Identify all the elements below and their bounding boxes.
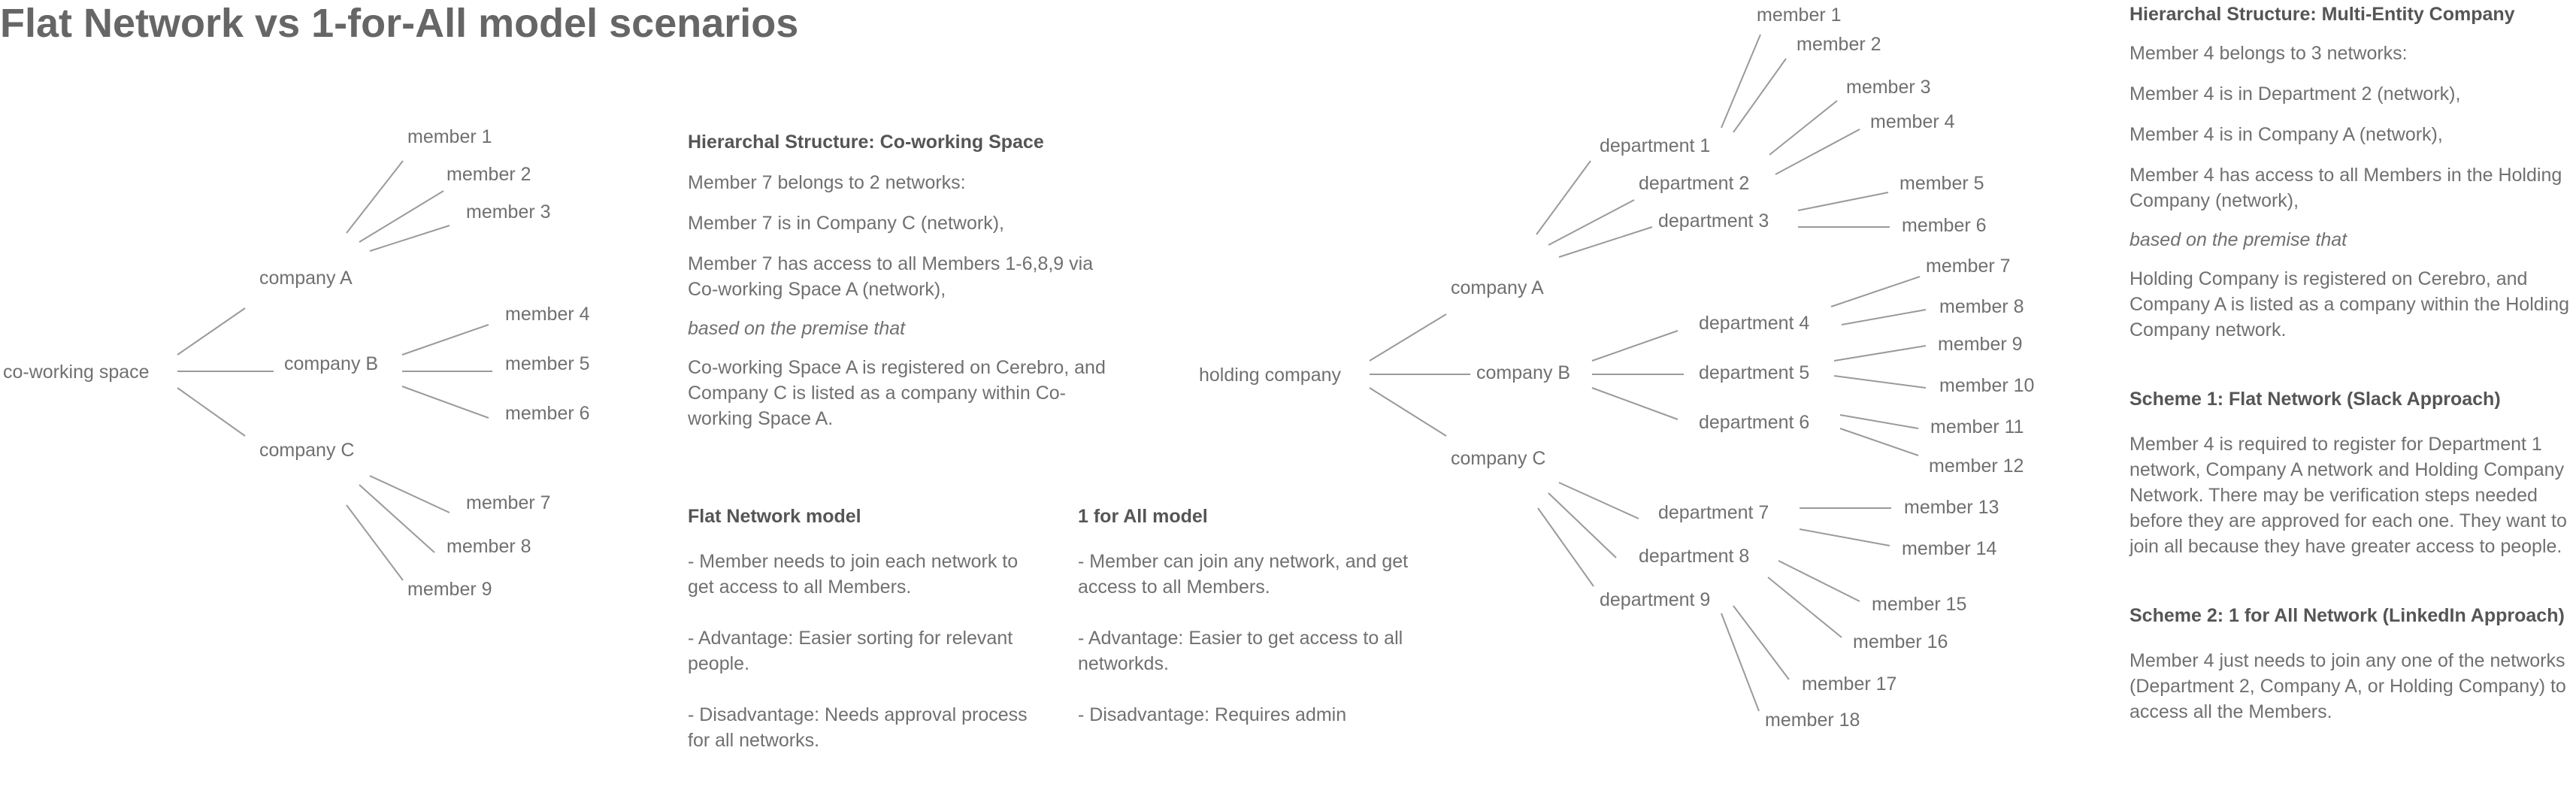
flat-network-model-panel [688,504,1049,753]
coworking-panel-line: Member 7 belongs to 2 networks: [688,172,966,193]
edge-root-to-company [1370,388,1446,436]
one-for-all-disadvantage: - Disadvantage: Requires admin [1078,704,1347,725]
one-for-all-advantage: - Advantage: Easier to get access to all networkds. [1078,628,1403,674]
edge-department-to-member [1798,192,1888,210]
holding-structure-panel [2130,2,2573,725]
department-node: department 6 [1699,412,1810,433]
coworking-structure-panel [688,129,1116,431]
member-node: member 8 [1939,296,2024,317]
edge-department-to-member [1733,606,1789,679]
member-node: member 9 [407,579,492,600]
flat-model-heading: Flat Network model [688,506,861,527]
edge-department-to-member [1733,59,1786,132]
coworking-panel-line: Member 7 has access to all Members 1-6,8,9 via Co-working Space A (network), [688,253,1094,300]
edge-department-to-member [1840,415,1918,428]
coworking-panel-line: Member 7 is in Company C (network), [688,213,1004,234]
member-node: member 16 [1853,631,1948,652]
department-node: department 2 [1639,173,1750,194]
coworking-panel-line: Co-working Space A is registered on Cerebro, and Company C is listed as a company within Co-working Space A. [688,357,1106,429]
holding-panel-line: Holding Company is registered on Cerebro, and Company A is listed as a company within the Holding Company network. [2130,268,2570,340]
member-node: member 8 [446,536,531,557]
company-node: company B [284,353,379,374]
member-node: member 6 [1902,215,1987,236]
one-for-all-model-panel [1078,504,1439,728]
edge-company-to-member [359,485,434,552]
member-node: member 12 [1929,455,2024,477]
department-node: department 1 [1600,135,1711,156]
member-node: member 5 [1899,173,1984,194]
member-node: member 1 [1757,5,1842,26]
flat-model-disadvantage: - Disadvantage: Needs approval process for all networks. [688,704,1028,751]
department-node: department 8 [1639,546,1750,567]
edge-company-to-member [347,161,403,233]
root-node-holding-company: holding company [1199,365,1342,386]
scheme2-heading: Scheme 2: 1 for All Network (LinkedIn Approach) [2130,605,2565,626]
company-node: company A [1451,277,1544,298]
edge-company-to-department [1538,508,1594,586]
scheme1-text: Member 4 is required to register for Department 1 network, Company A network and Holding Company Network. There may be verification steps needed before they are approved for each one. They want to join all because they have greater access to people. [2130,434,2567,557]
member-node: member 4 [1870,111,1955,132]
edge-department-to-member [1840,428,1918,455]
flat-model-advantage: - Advantage: Easier sorting for relevant people. [688,628,1013,674]
coworking-panel-premise: based on the premise that [688,318,906,339]
edge-department-to-member [1721,613,1759,711]
member-node: member 18 [1765,710,1860,731]
member-node: member 10 [1939,375,2035,396]
member-node: member 17 [1802,673,1897,695]
edge-root-to-company [177,388,245,436]
scheme1-heading: Scheme 1: Flat Network (Slack Approach) [2130,389,2501,410]
page-title: Flat Network vs 1-for-All model scenarios [0,1,799,46]
holding-panel-line: Member 4 belongs to 3 networks: [2130,43,2408,64]
member-node: member 9 [1938,334,2023,355]
member-node: member 4 [505,304,590,325]
holding-panel-line: Member 4 is in Company A (network), [2130,124,2443,145]
member-node: member 3 [466,201,551,222]
edge-department-to-member [1834,346,1926,361]
holding-panel-line: Member 4 is in Department 2 (network), [2130,83,2461,104]
member-node: member 15 [1872,594,1967,615]
one-for-all-description: - Member can join any network, and get access to all Members. [1078,551,1409,598]
edge-department-to-member [1721,35,1760,128]
edge-root-to-company [1370,314,1446,361]
company-node: company A [259,268,353,289]
member-node: member 2 [446,164,531,185]
edge-company-to-member [370,476,450,513]
member-node: member 13 [1904,497,1999,518]
member-node: member 5 [505,353,590,374]
edge-root-to-company [177,308,245,355]
member-node: member 1 [407,126,492,147]
edge-company-to-department [1592,388,1678,419]
edge-company-to-department [1592,331,1678,361]
edge-company-to-member [370,225,450,251]
department-node: department 9 [1600,589,1711,610]
edge-company-to-member [359,191,443,242]
department-node: department 5 [1699,362,1810,383]
one-for-all-heading: 1 for All model [1078,506,1208,527]
flat-model-description: - Member needs to join each network to get access to all Members. [688,551,1019,598]
member-node: member 3 [1846,77,1931,98]
holding-panel-line: Member 4 has access to all Members in the Holding Company (network), [2130,165,2562,211]
company-node: company B [1476,362,1571,383]
member-node: member 7 [1926,256,2011,277]
member-node: member 7 [466,492,551,513]
edge-company-to-department [1548,200,1634,245]
edge-company-to-department [1548,493,1616,558]
member-node: member 2 [1797,34,1881,55]
edge-company-to-department [1536,161,1591,235]
department-node: department 4 [1699,313,1810,334]
edge-company-to-member [402,325,489,355]
edge-department-to-member [1842,310,1926,325]
coworking-panel-heading: Hierarchal Structure: Co-working Space [688,132,1044,153]
member-node: member 6 [505,403,590,424]
member-node: member 11 [1930,416,2024,437]
holding-panel-heading: Hierarchal Structure: Multi-Entity Company [2130,4,2515,25]
company-node: company C [259,440,355,461]
department-node: department 7 [1658,502,1769,523]
member-node: member 14 [1902,538,1997,559]
edge-department-to-member [1834,376,1926,388]
scheme2-text: Member 4 just needs to join any one of the networks (Department 2, Company A, or Holding Company) to access all the Members. [2130,650,2566,722]
root-node-coworking-space: co-working space [3,362,150,383]
edge-department-to-member [1775,129,1860,174]
edge-company-to-member [402,386,489,418]
edge-department-to-member [1831,277,1920,307]
department-node: department 3 [1658,210,1769,232]
company-node: company C [1451,448,1546,469]
edge-company-to-department [1559,483,1639,519]
edge-department-to-member [1800,529,1890,546]
holding-panel-premise: based on the premise that [2130,229,2347,250]
